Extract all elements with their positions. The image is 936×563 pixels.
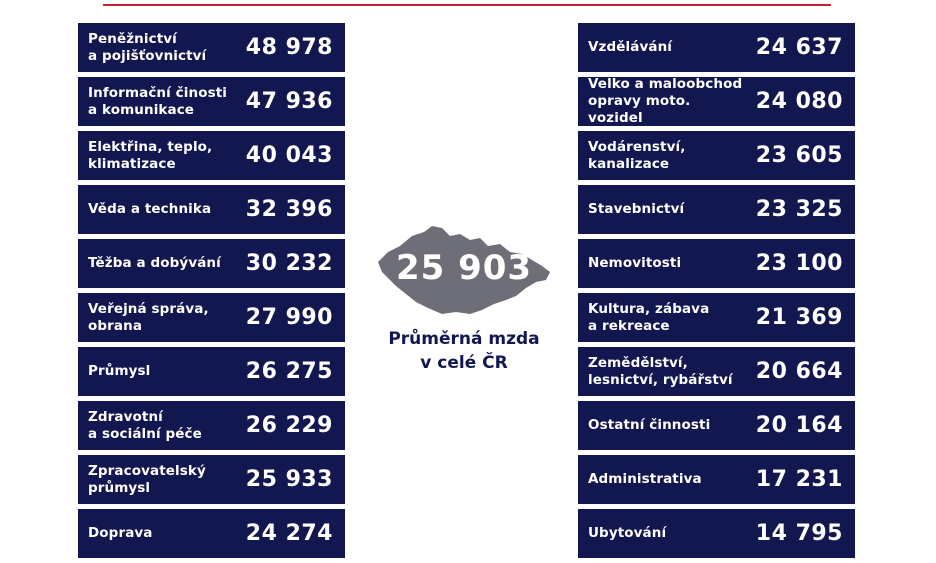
sector-label: Velko a maloobchod opravy moto. vozidel <box>588 76 743 126</box>
sector-label: Administrativa <box>588 471 702 487</box>
sector-average-wage: 47 936 <box>245 89 333 114</box>
sector-average-wage: 26 229 <box>245 413 333 438</box>
wage-card <box>78 185 345 234</box>
sector-average-wage: 23 325 <box>755 197 843 222</box>
right-wage-column <box>578 23 855 563</box>
sector-average-wage: 24 274 <box>245 521 333 546</box>
wage-card <box>578 23 855 72</box>
sector-average-wage: 26 275 <box>245 359 333 384</box>
sector-average-wage: 25 933 <box>245 467 333 492</box>
sector-label: Kultura, zábava a rekreace <box>588 300 710 334</box>
sector-label: Ostatní činnosti <box>588 417 711 433</box>
top-divider <box>103 4 831 6</box>
wage-card <box>578 455 855 504</box>
wage-card <box>78 455 345 504</box>
wage-card <box>578 293 855 342</box>
sector-average-wage: 17 231 <box>755 467 843 492</box>
wage-card <box>578 131 855 180</box>
wage-card <box>578 77 855 126</box>
wage-card <box>578 347 855 396</box>
sector-label: Těžba a dobývání <box>88 255 221 271</box>
left-wage-column <box>78 23 345 563</box>
sector-label: Veřejná správa, obrana <box>88 300 209 334</box>
national-average-value: 25 903 <box>395 248 533 288</box>
sector-average-wage: 32 396 <box>245 197 333 222</box>
sector-average-wage: 30 232 <box>245 251 333 276</box>
wage-card <box>78 293 345 342</box>
sector-label: Zpracovatelský průmysl <box>88 462 206 496</box>
sector-average-wage: 24 080 <box>755 89 843 114</box>
sector-label: Průmysl <box>88 363 151 379</box>
wage-card <box>78 131 345 180</box>
sector-label: Doprava <box>88 525 153 541</box>
sector-average-wage: 20 664 <box>755 359 843 384</box>
sector-label: Ubytování <box>588 525 667 541</box>
sector-average-wage: 23 605 <box>755 143 843 168</box>
national-average-caption: Průměrná mzda v celé ČR <box>388 329 540 373</box>
sector-average-wage: 27 990 <box>245 305 333 330</box>
sector-label: Zemědělství, lesnictví, rybářství <box>588 354 733 388</box>
wage-card <box>78 347 345 396</box>
wage-card <box>578 509 855 558</box>
sector-label: Vodárenství, kanalizace <box>588 138 686 172</box>
wage-card <box>78 239 345 288</box>
sector-average-wage: 23 100 <box>755 251 843 276</box>
sector-average-wage: 24 637 <box>755 35 843 60</box>
sector-label: Vzdělávání <box>588 39 673 55</box>
sector-average-wage: 40 043 <box>245 143 333 168</box>
wage-card <box>78 23 345 72</box>
sector-average-wage: 14 795 <box>755 521 843 546</box>
sector-average-wage: 20 164 <box>755 413 843 438</box>
sector-label: Stavebnictví <box>588 201 685 217</box>
sector-label: Nemovitosti <box>588 255 682 271</box>
wage-card <box>78 401 345 450</box>
wage-card <box>578 185 855 234</box>
sector-average-wage: 48 978 <box>245 35 333 60</box>
sector-label: Věda a technika <box>88 201 212 217</box>
wage-card <box>578 239 855 288</box>
sector-label: Peněžnictví a pojišťovnictví <box>88 30 207 64</box>
sector-label: Elektřina, teplo, klimatizace <box>88 138 213 172</box>
wage-card <box>78 509 345 558</box>
sector-label: Zdravotní a sociální péče <box>88 408 202 442</box>
sector-label: Informační činosti a komunikace <box>88 84 227 118</box>
wage-card <box>78 77 345 126</box>
sector-average-wage: 21 369 <box>755 305 843 330</box>
wage-card <box>578 401 855 450</box>
